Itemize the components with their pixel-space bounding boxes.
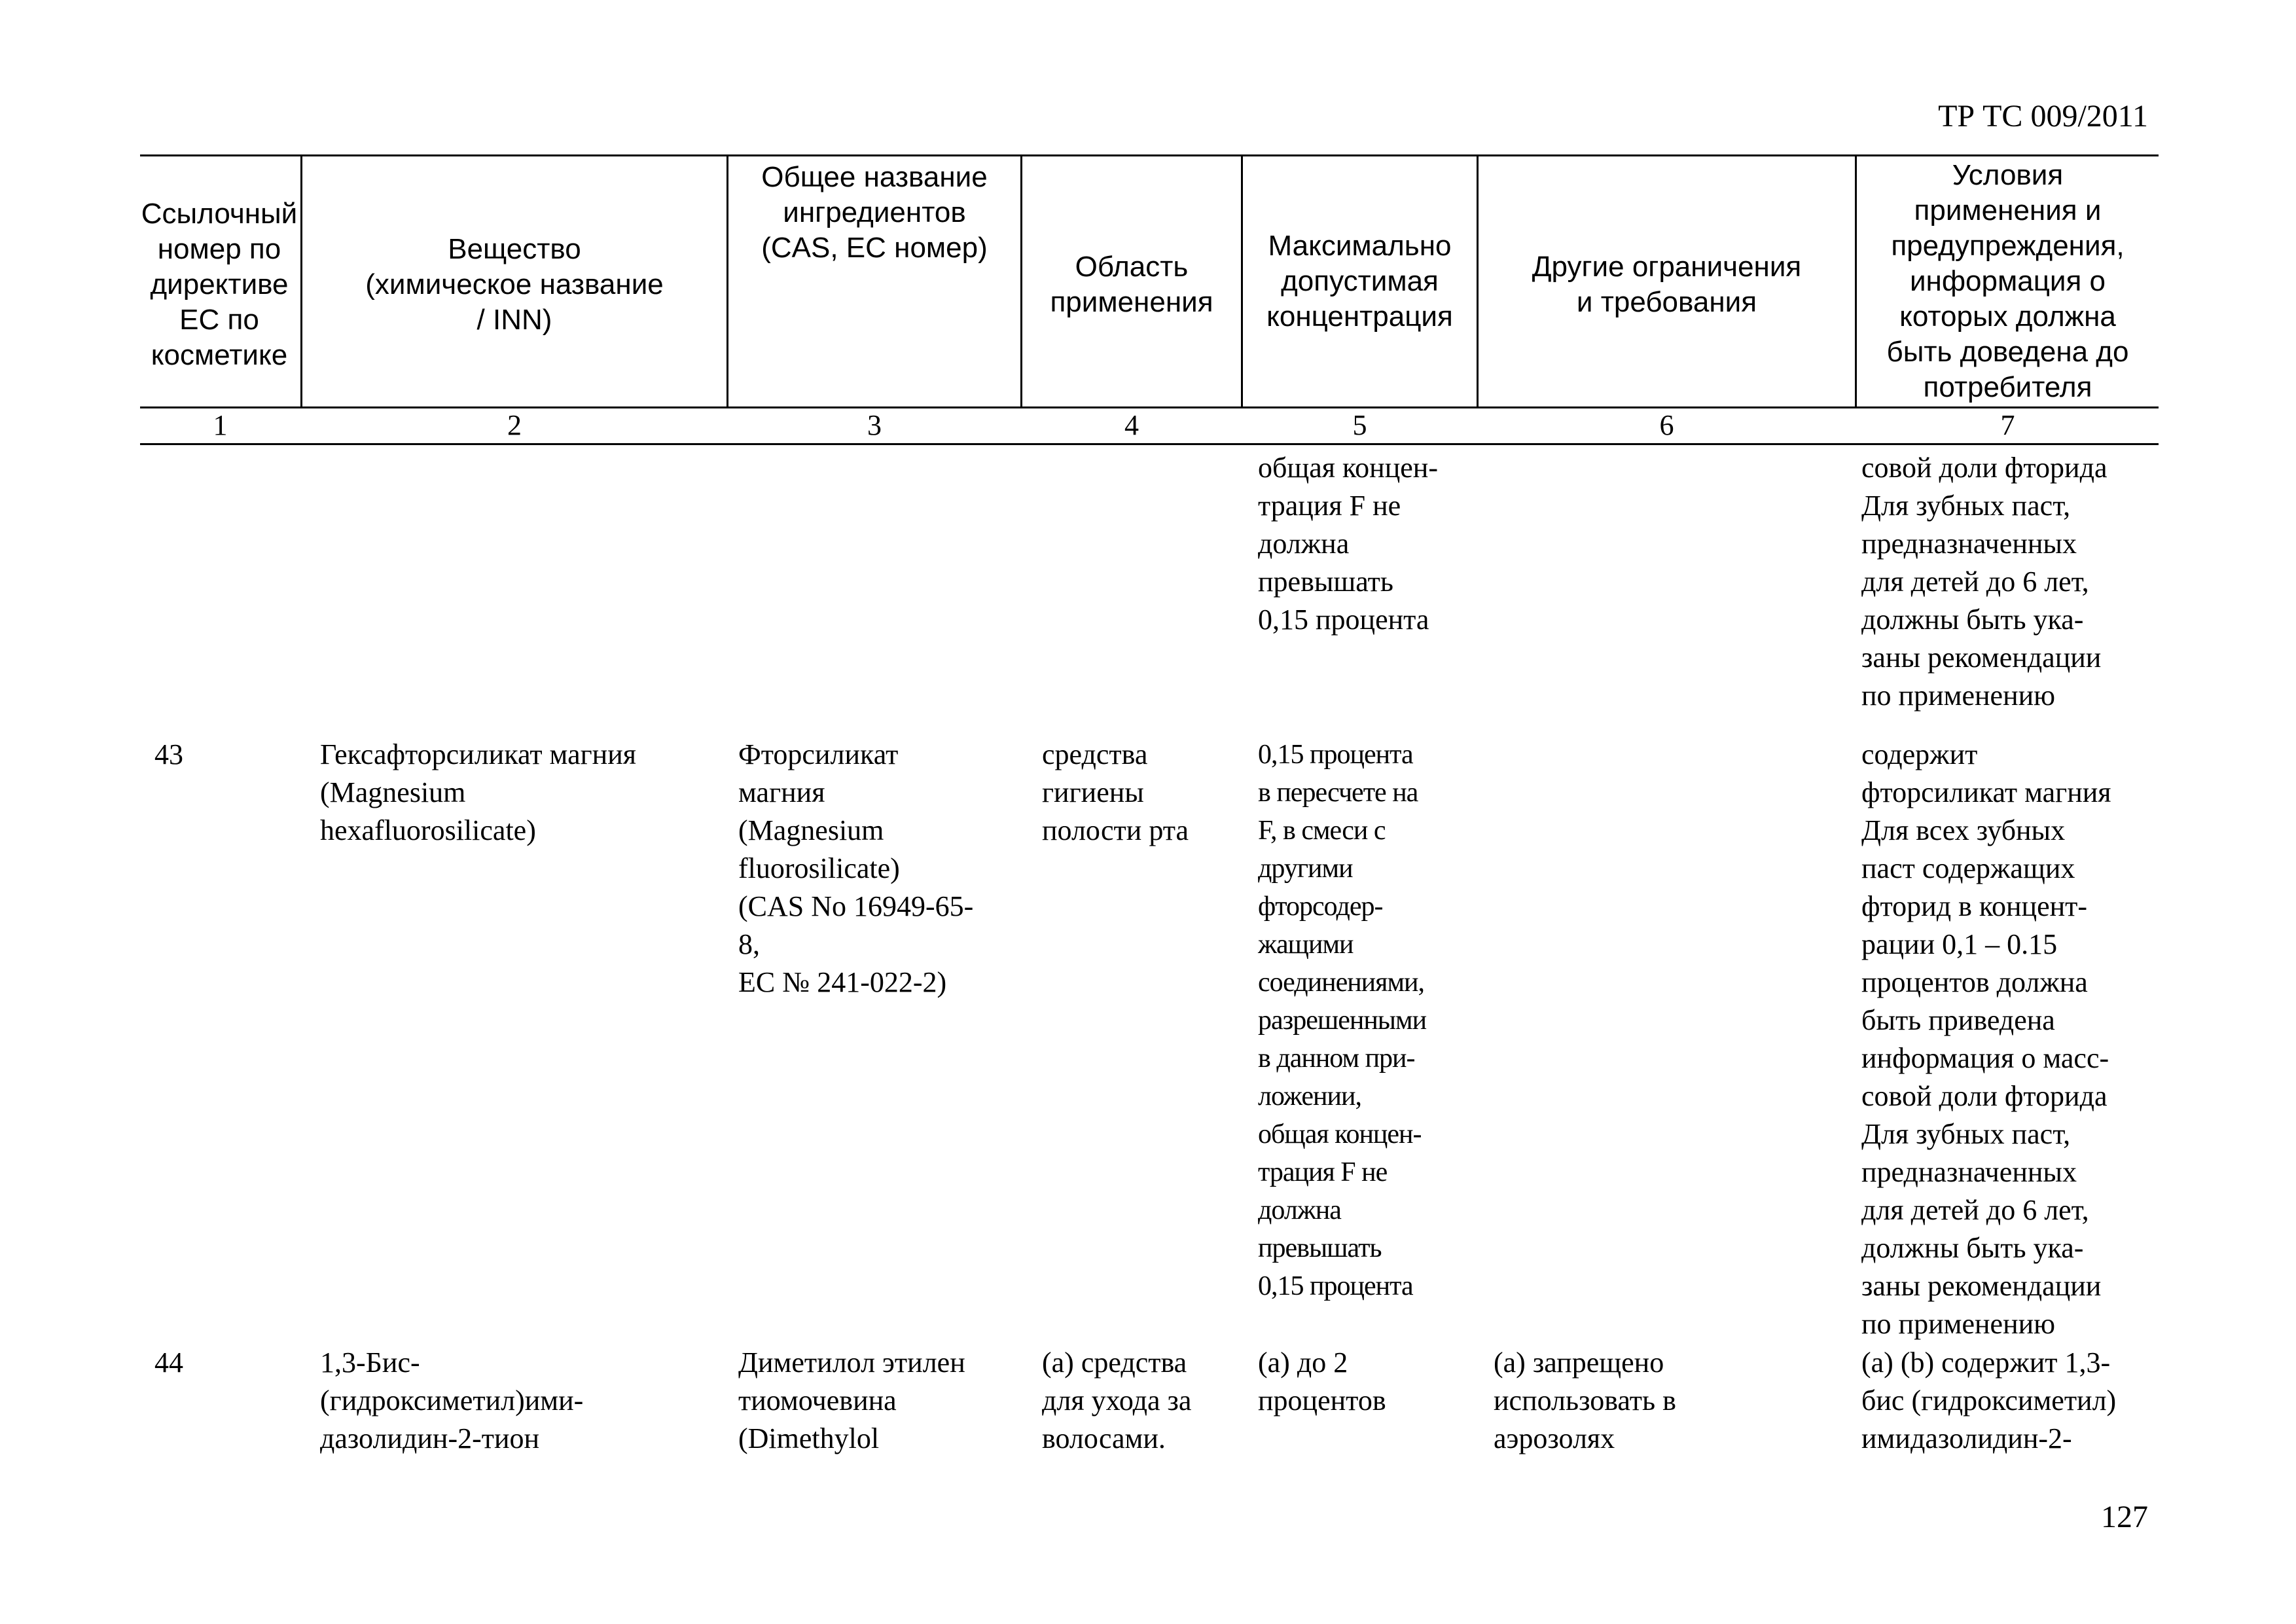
table-cell-concentration: 0,15 процента в пересчете на F, в смеси с другими фторсодер- жащими соединениями, разрешенными в данном при- ложении, общая концен- трация F не должна превышать 0,15 процента [1258,740,1427,1301]
table-cell-reference-number: 43 [154,738,183,770]
table-cell-concentration: (a) до 2 процентов [1258,1346,1386,1416]
header-application-area: Область применения [1050,251,1213,318]
column-number: 2 [507,409,522,441]
table-cell-substance: Гексафторсиликат магния (Magnesium hexafluorosilicate) [320,738,637,846]
table-cell-common-name: Фторсиликат магния (Magnesium fluorosilicate) (CAS No 16949-65- 8, ЕС № 241-022-2) [738,738,974,998]
table-cell-substance: 1,3-Бис- (гидроксиметил)ими- дазолидин-2-тион [320,1346,584,1454]
table-cell-application-area: средства гигиены полости рта [1042,738,1189,846]
page-number: 127 [2101,1500,2148,1534]
table-cell-conditions: (a) (b) содержит 1,3- бис (гидроксиметил) имидазолидин-2- [1861,1346,2117,1454]
header-max-concentration: Максимально допустимая концентрация [1266,230,1453,333]
table-cell-concentration: общая концен- трация F не должна превышать 0,15 процента [1258,452,1438,636]
table-cell-application-area: (a) средства для ухода за волосами. [1042,1346,1192,1454]
column-number: 1 [213,409,228,441]
column-number: 6 [1659,409,1674,441]
table-cell-common-name: Диметилол этилен тиомочевина (Dimethylol [738,1346,965,1454]
document-code: ТР ТС 009/2011 [1938,99,2148,134]
header-other-restrictions: Другие ограничения и требования [1532,251,1802,318]
header-substance: Вещество (химическое название / INN) [365,233,664,336]
table-cell-conditions: совой доли фторида Для зубных паст, предназначенных для детей до 6 лет, должны быть ука- заны рекомендации по применению [1861,452,2108,712]
table-cell-other-restrictions: (a) запрещено использовать в аэрозолях [1494,1346,1676,1454]
header-common-name: Общее название ингредиентов (CAS, ЕС номер) [761,161,988,264]
column-number: 3 [867,409,882,441]
header-reference-number: Ссылочный номер по директиве ЕС по косметике [141,198,298,371]
column-number: 7 [2000,409,2015,441]
column-number-row-border [140,443,2159,445]
header-conditions-warnings: Условия применения и предупреждения, информация о которых должна быть доведена до потребителя [1886,159,2129,403]
column-number: 4 [1124,409,1139,441]
table-cell-conditions: содержит фторсиликат магния Для всех зубных паст содержащих фторид в концент- рации 0,1 – 0.15 процентов должна быть приведена информация о масс- совой доли фторида Для зубных паст, предназначенных для детей до 6 лет, должны быть ука- заны рекомендации по применению [1861,738,2111,1340]
table-cell-reference-number: 44 [154,1346,183,1379]
column-number: 5 [1352,409,1367,441]
